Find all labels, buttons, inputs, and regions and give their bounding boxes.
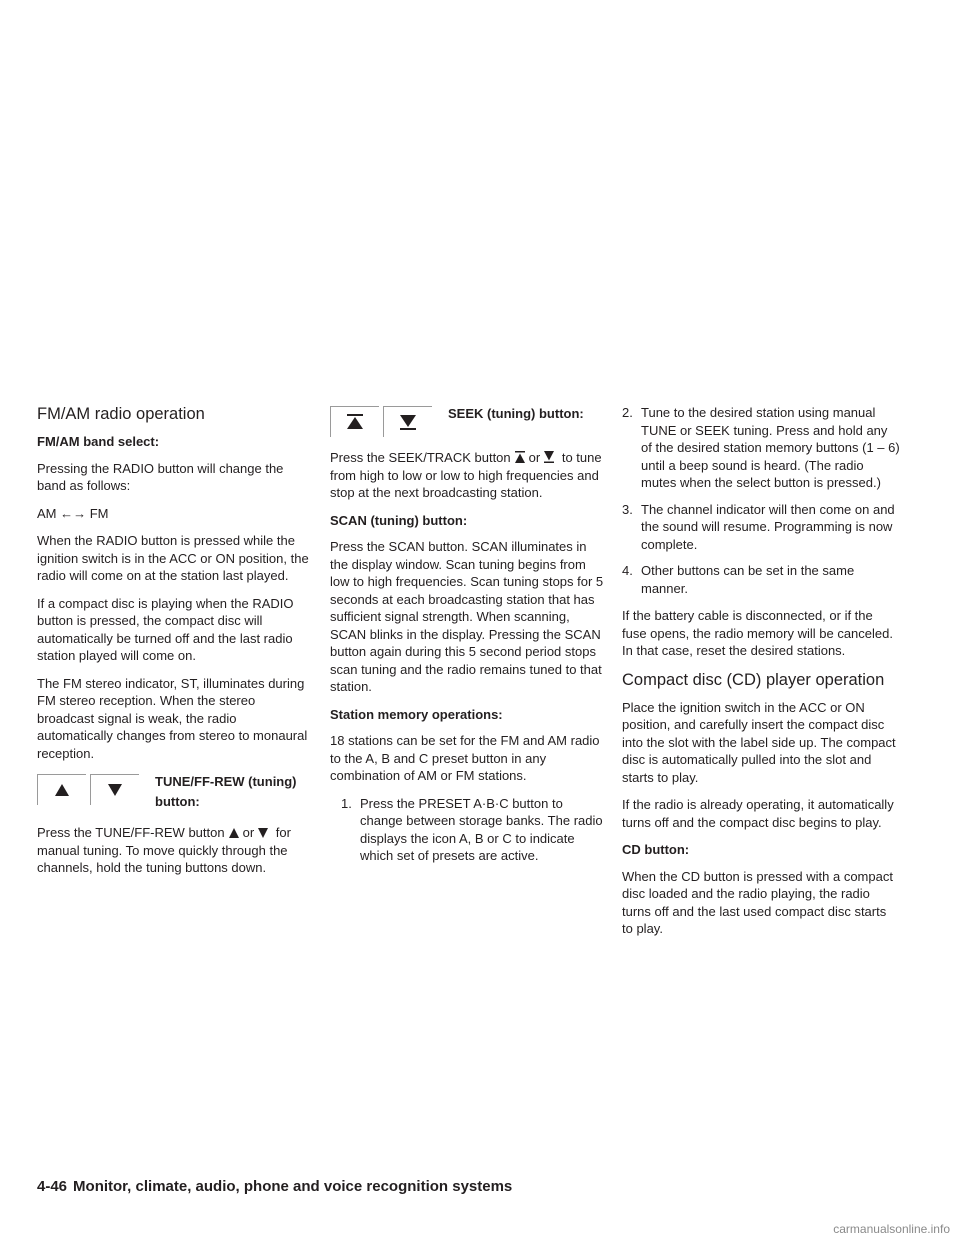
seek-up-key	[330, 406, 379, 437]
list-item	[622, 501, 900, 554]
chapter-title: Monitor, climate, audio, phone and voice recognition systems	[73, 1178, 513, 1195]
step-text: The channel indicator will then come on and the sound will resume. Programming is now complete.	[641, 501, 895, 552]
step-number: 3.	[622, 501, 633, 517]
tune-down-key	[90, 774, 139, 805]
seek-down-icon	[399, 414, 417, 430]
tune-up-inline-icon	[229, 828, 239, 838]
column-middle	[330, 404, 608, 875]
band-select-text: Pressing the RADIO button will change the band as follows:	[37, 460, 284, 493]
seek-button-figure	[330, 404, 608, 437]
step-text: Press the PRESET A·B·C button to change between storage banks. The radio displays the icon A, B or C to indicate which set of presets are active.	[360, 795, 603, 863]
tune-text-or: or	[242, 825, 255, 840]
page-footer	[37, 1178, 512, 1195]
section-heading-cd: Compact disc (CD) player operation	[622, 670, 885, 689]
seek-down-inline-icon	[544, 451, 554, 463]
seek-button-pair	[330, 406, 436, 437]
tune-down-inline-icon	[258, 828, 268, 838]
seek-text-after: to tune from high to low or low to high frequencies and stop at the next broadcasting station.	[330, 450, 602, 500]
tune-button-label: TUNE/FF-REW (tuning) button:	[155, 774, 297, 809]
cd-button-heading: CD button:	[622, 842, 690, 857]
tune-down-icon	[107, 783, 123, 797]
cd-button-text: When the CD button is pressed with a compact disc loaded and the radio playing, the radio turns off and the last used compact disc starts to play.	[622, 868, 893, 936]
memory-steps-list-continued	[622, 404, 900, 597]
column-left	[37, 404, 315, 887]
stereo-indicator-text: The FM stereo indicator, ST, illuminates during FM stereo reception. When the stereo broadcast signal is weak, the radio automatically changes from stereo to monaural reception.	[37, 675, 308, 761]
band-select-heading: FM/AM band select:	[37, 434, 160, 449]
list-item	[341, 795, 608, 865]
step-number: 2.	[622, 405, 633, 420]
tune-text-before: Press the TUNE/FF-REW button	[37, 825, 225, 840]
step-number: 4.	[622, 563, 633, 578]
step-text: Other buttons can be set in the same manner.	[641, 563, 855, 596]
memory-steps-list	[330, 795, 608, 865]
seek-button-text	[330, 449, 608, 502]
step-number: 1.	[341, 795, 352, 811]
tune-button-figure	[37, 772, 315, 812]
tune-up-icon	[54, 783, 70, 797]
tune-text-after: for manual tuning. To move quickly through the channels, hold the tuning buttons down.	[37, 825, 291, 875]
radio-button-text: When the RADIO button is pressed while the ignition switch is in the ACC or ON position, the radio will come on at the station last played.	[37, 533, 309, 583]
tune-button-pair	[37, 774, 143, 805]
tune-button-text	[37, 824, 315, 877]
column-right	[622, 404, 900, 948]
list-item	[622, 562, 900, 597]
page-number: 4-46	[37, 1178, 68, 1195]
seek-up-inline-icon	[515, 451, 525, 463]
list-item	[622, 404, 900, 492]
band-line: AM ←→ FM	[37, 505, 109, 521]
watermark: carmanualsonline.info	[833, 1222, 950, 1236]
seek-down-key	[383, 406, 432, 437]
tune-up-key	[37, 774, 86, 805]
battery-text: If the battery cable is disconnected, or if the fuse opens, the radio memory will be canceled. In that case, reset the desired stations.	[622, 608, 893, 658]
scan-heading: SCAN (tuning) button:	[330, 512, 468, 528]
seek-button-label: SEEK (tuning) button:	[448, 406, 584, 421]
section-heading-fm-am: FM/AM radio operation	[37, 405, 205, 423]
cd-radio-text: If the radio is already operating, it automatically turns off and the compact disc begins to play.	[622, 797, 894, 830]
step-text: Tune to the desired station using manual TUNE or SEEK tuning. Press and hold any of the desired station memory buttons (1 – 6) until a beep sound is heard. (The radio mutes when the select button is pressed.)	[641, 405, 900, 490]
cd-insert-text: Place the ignition switch in the ACC or ON position, and carefully insert the compact disc into the slot with the label side up. The compact disc is automatically pulled into the slot and starts to play.	[622, 699, 896, 785]
seek-text-before: Press the SEEK/TRACK button	[330, 450, 511, 465]
seek-text-or: or	[528, 450, 541, 465]
memory-heading: Station memory operations:	[330, 706, 503, 722]
memory-text: 18 stations can be set for the FM and AM radio to the A, B and C preset button in any combination of AM or FM stations.	[330, 733, 600, 783]
compact-disc-radio-text: If a compact disc is playing when the RADIO button is pressed, the compact disc will automatically be turned off and the last radio station played will come on.	[37, 595, 294, 663]
scan-text: Press the SCAN button. SCAN illuminates in the display window. Scan tuning begins from low to high frequencies. Scan tuning stops for 5 seconds at each broadcasting station that has sufficient signal strength. When scanning, SCAN blinks in the display. Pressing the SCAN button again during this 5 second period stops scan tuning and the radio remains tuned to that station.	[330, 539, 604, 694]
seek-up-icon	[346, 414, 364, 430]
